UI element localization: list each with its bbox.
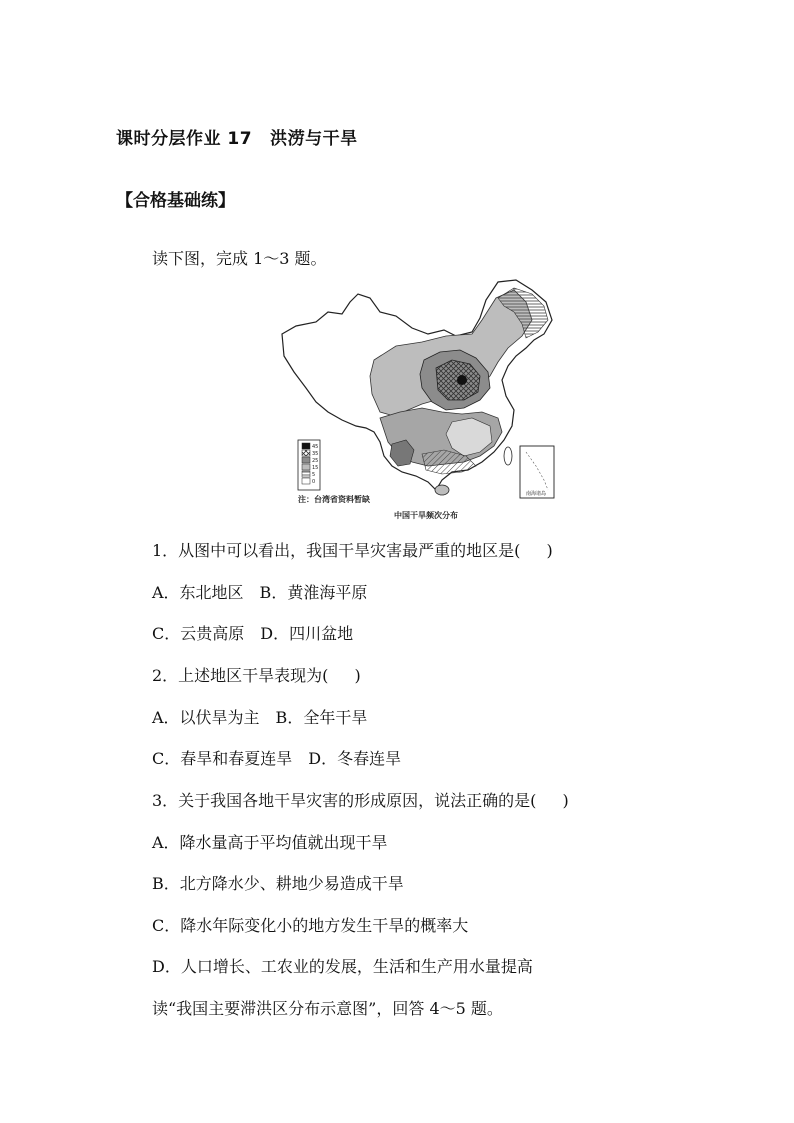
map-note: 注：台湾省资料暂缺 <box>298 495 370 504</box>
title-sub: 洪涝与干旱 <box>270 129 358 149</box>
legend-value: 25 <box>312 458 319 464</box>
option-row: D．人口增长、工农业的发展，生活和生产用水量提高 <box>152 957 533 976</box>
title-main: 课时分层作业 17 <box>116 129 253 149</box>
intro-text: 读下图，完成 1～3 题。 <box>152 249 327 268</box>
question-1 <box>152 538 553 561</box>
question-stem: 1．从图中可以看出，我国干旱灾害最严重的地区是( <box>152 541 521 560</box>
question-3 <box>152 788 569 811</box>
option-row: A．以伏旱为主 B．全年干旱 <box>152 708 368 727</box>
inset-label: 南海诸岛 <box>525 491 547 497</box>
option-row: A．东北地区 B．黄淮海平原 <box>152 583 368 602</box>
outro-text: 读“我国主要滞洪区分布示意图”，回答 4～5 题。 <box>152 999 503 1018</box>
answer-close: ) <box>562 791 569 810</box>
answer-close: ) <box>354 666 361 685</box>
hainan-island <box>435 485 449 495</box>
region-max-dot <box>457 375 467 385</box>
legend-value: 15 <box>312 465 319 471</box>
legend-value: 0 <box>312 479 316 485</box>
legend-value: 35 <box>312 451 319 457</box>
map-caption: 中国干旱频次分布 <box>394 511 458 520</box>
answer-close: ) <box>546 541 553 560</box>
option-row: C．云贵高原 D．四川盆地 <box>152 624 354 643</box>
question-stem: 3．关于我国各地干旱灾害的形成原因，说法正确的是( <box>152 791 537 810</box>
option-row: C．降水年际变化小的地方发生干旱的概率大 <box>152 916 469 935</box>
china-map-graphic <box>276 276 562 522</box>
option-row: B．北方降水少、耕地少易造成干旱 <box>152 874 404 893</box>
taiwan-island <box>504 447 512 465</box>
option-row: A．降水量高于平均值就出现干旱 <box>152 833 388 852</box>
question-stem: 2．上述地区干旱表现为( <box>152 666 329 685</box>
drought-frequency-map <box>276 276 562 522</box>
page-title <box>116 124 358 149</box>
question-2 <box>152 663 361 686</box>
option-row: C．春旱和春夏连旱 D．冬春连旱 <box>152 749 402 768</box>
legend-value: 45 <box>312 444 319 450</box>
section-heading: 【合格基础练】 <box>116 191 235 211</box>
legend-value: 5 <box>312 472 316 478</box>
